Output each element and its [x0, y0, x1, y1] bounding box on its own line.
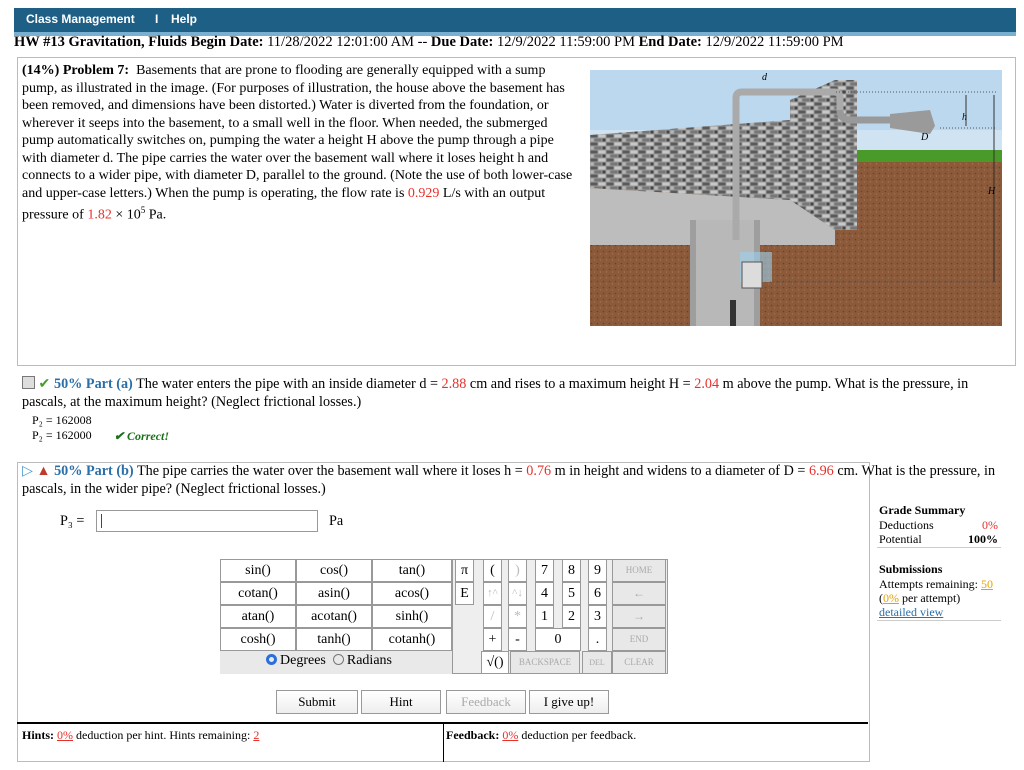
- part-b-text3: cm. What is the pressure, in pascals, in the wider pipe? (Neglect frictional losses.): [22, 463, 996, 497]
- class-management-menu[interactable]: Class Management: [26, 12, 135, 26]
- hints-text: deduction per hint. Hints remaining:: [76, 728, 251, 742]
- part-a-H-value: 2.04: [694, 376, 720, 392]
- hints-label: Hints:: [22, 728, 55, 742]
- key-multiply[interactable]: *: [508, 605, 527, 628]
- sump-pump-figure: [590, 70, 1002, 326]
- fn-tanh[interactable]: tanh(): [296, 628, 372, 651]
- key-backspace[interactable]: BACKSPACE: [510, 651, 580, 674]
- fn-sinh[interactable]: sinh(): [372, 605, 452, 628]
- part-b-D-value: 6.96: [808, 463, 834, 479]
- answer-unit: Pa: [329, 513, 344, 529]
- expand-triangle-icon[interactable]: ▷: [22, 463, 33, 479]
- hints-remaining: 2: [253, 728, 260, 742]
- fn-sin[interactable]: sin(): [220, 559, 296, 582]
- part-a-answer1: P₂ = 162008: [32, 413, 92, 427]
- problem-body: Basements that are prone to flooding are generally equipped with a sump pump, as illustrated in the image. (For purposes of illustration, the house above the basement has been removed, and dimensions have been distorted.) Water is diverted from the foundation, or wherever it seeps into the basement, to a small well in the floor. When needed, the submerged pump automatically switches on, pumping the water a height H above the pump through a pipe with diameter d. The pipe carries the water over the basement wall where it loses height h and connects to a wider pipe, with diameter D, parallel to the ground. (Note the use of both lower-case and upper-case letters.) When the pump is operating, the flow rate is: [22, 63, 573, 201]
- key-6[interactable]: 6: [588, 582, 607, 605]
- key-divide[interactable]: /: [483, 605, 502, 628]
- part-a-label: 50% Part (a): [53, 376, 133, 392]
- part-b-question: [22, 463, 1012, 498]
- correct-badge: ✔ Correct!: [114, 429, 170, 443]
- figure-label-D: D: [921, 132, 929, 143]
- hints-feedback-divider: [443, 724, 444, 762]
- begin-date-label: Begin Date:: [190, 34, 264, 50]
- hint-deduction: 0%: [57, 728, 74, 742]
- feedback-button[interactable]: Feedback: [446, 690, 526, 714]
- problem-header: (14%) Problem 7:: [22, 63, 130, 78]
- hint-button[interactable]: Hint: [361, 690, 441, 714]
- part-b-text1: The pipe carries the water over the basement wall where it loses h =: [136, 463, 523, 479]
- answer-label: P₃ =: [60, 513, 85, 529]
- collapse-icon[interactable]: [22, 376, 35, 389]
- part-b-text2: m in height and widens to a diameter of D =: [554, 463, 806, 479]
- menu-separator: I: [155, 12, 159, 26]
- potential-label: Potential: [879, 532, 922, 546]
- give-up-button[interactable]: I give up!: [529, 690, 609, 714]
- key-end[interactable]: END: [612, 628, 666, 651]
- times-ten: × 10: [115, 207, 141, 223]
- help-menu[interactable]: Help: [171, 12, 198, 26]
- key-1[interactable]: 1: [535, 605, 554, 628]
- end-date: 12/9/2022 11:59:00 PM: [705, 34, 844, 50]
- deductions-value: 0%: [982, 518, 998, 532]
- submissions-divider: [877, 620, 1001, 621]
- angle-mode: [266, 653, 392, 669]
- fn-cos[interactable]: cos(): [296, 559, 372, 582]
- feedback-deduction: 0%: [502, 728, 519, 742]
- fn-asin[interactable]: asin(): [296, 582, 372, 605]
- key-power-up[interactable]: ↑^: [483, 582, 502, 605]
- potential-value: 100%: [968, 532, 998, 546]
- attempts-remaining: 50: [980, 577, 993, 591]
- grade-summary-title: Grade Summary: [879, 503, 966, 517]
- part-b-h-value: 0.76: [526, 463, 552, 479]
- exponent: 5: [140, 205, 146, 215]
- feedback-label: Feedback:: [446, 728, 500, 742]
- top-menu-bar: [14, 8, 1016, 36]
- key-clear[interactable]: CLEAR: [612, 651, 666, 674]
- attempts-label: Attempts remaining:: [879, 577, 978, 591]
- key-minus[interactable]: -: [508, 628, 527, 651]
- key-2[interactable]: 2: [562, 605, 581, 628]
- end-date-label: End Date:: [638, 34, 702, 50]
- figure-label-d: d: [762, 72, 767, 83]
- key-right-arrow[interactable]: →: [612, 605, 666, 628]
- key-rparen[interactable]: ): [508, 559, 527, 582]
- deductions-label: Deductions: [879, 518, 934, 532]
- key-7[interactable]: 7: [535, 559, 554, 582]
- key-pi[interactable]: π: [455, 559, 474, 582]
- flow-rate-text: L/s with an output pressure of: [22, 185, 546, 223]
- per-attempt-text: per attempt): [902, 591, 961, 605]
- part-a-text3: m above the pump. What is the pressure, in pascals, at the maximum height? (Neglect frictional losses.): [22, 376, 969, 410]
- degrees-radio[interactable]: [266, 654, 277, 665]
- homework-title: [14, 34, 844, 51]
- key-plus[interactable]: +: [483, 628, 502, 651]
- grade-divider: [877, 547, 1001, 548]
- key-4[interactable]: 4: [535, 582, 554, 605]
- fn-acotan[interactable]: acotan(): [296, 605, 372, 628]
- key-8[interactable]: 8: [562, 559, 581, 582]
- output-pressure-value: 1.82: [87, 207, 112, 223]
- part-a-question: [22, 376, 1012, 411]
- answer-input[interactable]: [96, 510, 318, 532]
- problem-statement: [22, 62, 580, 224]
- key-3[interactable]: 3: [588, 605, 607, 628]
- key-home[interactable]: HOME: [612, 559, 666, 582]
- feedback-info: [446, 728, 636, 743]
- begin-date: 11/28/2022 12:01:00 AM --: [267, 34, 428, 50]
- attempts-info: [879, 577, 993, 592]
- fn-tan[interactable]: tan(): [372, 559, 452, 582]
- key-sqrt[interactable]: √(): [481, 651, 509, 674]
- part-a-answer2: P₂ = 162000: [32, 428, 92, 442]
- submit-button[interactable]: Submit: [276, 690, 358, 714]
- due-date-label: Due Date:: [430, 34, 494, 50]
- key-dot[interactable]: .: [588, 628, 607, 651]
- check-icon: ✔: [38, 376, 51, 392]
- fn-atan[interactable]: atan(): [220, 605, 296, 628]
- key-9[interactable]: 9: [588, 559, 607, 582]
- key-5[interactable]: 5: [562, 582, 581, 605]
- key-e[interactable]: E: [455, 582, 474, 605]
- hints-info: [22, 728, 259, 743]
- feedback-text: deduction per feedback.: [521, 728, 637, 742]
- per-attempt-info: (0% per attempt): [879, 591, 961, 605]
- figure-label-H: H: [988, 186, 996, 197]
- per-attempt-pct: 0%: [883, 591, 899, 605]
- fn-cosh[interactable]: cosh(): [220, 628, 296, 651]
- degrees-label: Degrees: [280, 653, 326, 668]
- fn-acos[interactable]: acos(): [372, 582, 452, 605]
- key-lparen[interactable]: (: [483, 559, 502, 582]
- fn-cotan[interactable]: cotan(): [220, 582, 296, 605]
- submissions-title: Submissions: [879, 562, 943, 576]
- flow-rate-value: 0.929: [407, 185, 440, 201]
- key-left-arrow[interactable]: ←: [612, 582, 666, 605]
- due-date: 12/9/2022 11:59:00 PM: [496, 34, 635, 50]
- part-b-label: 50% Part (b): [54, 463, 134, 479]
- figure-label-h: h: [962, 112, 967, 123]
- warning-icon: ▲: [36, 463, 51, 479]
- key-0[interactable]: 0: [535, 628, 581, 651]
- part-a-text2: cm and rises to a maximum height H =: [469, 376, 691, 392]
- key-del[interactable]: DEL: [582, 651, 612, 674]
- hw-name: HW #13 Gravitation, Fluids: [14, 34, 187, 50]
- detailed-view-link[interactable]: detailed view: [879, 605, 944, 619]
- part-a-d-value: 2.88: [441, 376, 467, 392]
- pressure-unit: Pa.: [148, 207, 167, 223]
- fn-cotanh[interactable]: cotanh(): [372, 628, 452, 651]
- part-a-text1: The water enters the pipe with an inside diameter d =: [136, 376, 438, 392]
- text-caret: [101, 514, 102, 528]
- radians-radio[interactable]: [333, 654, 344, 665]
- key-power-down[interactable]: ^↓: [508, 582, 527, 605]
- radians-label: Radians: [346, 653, 392, 668]
